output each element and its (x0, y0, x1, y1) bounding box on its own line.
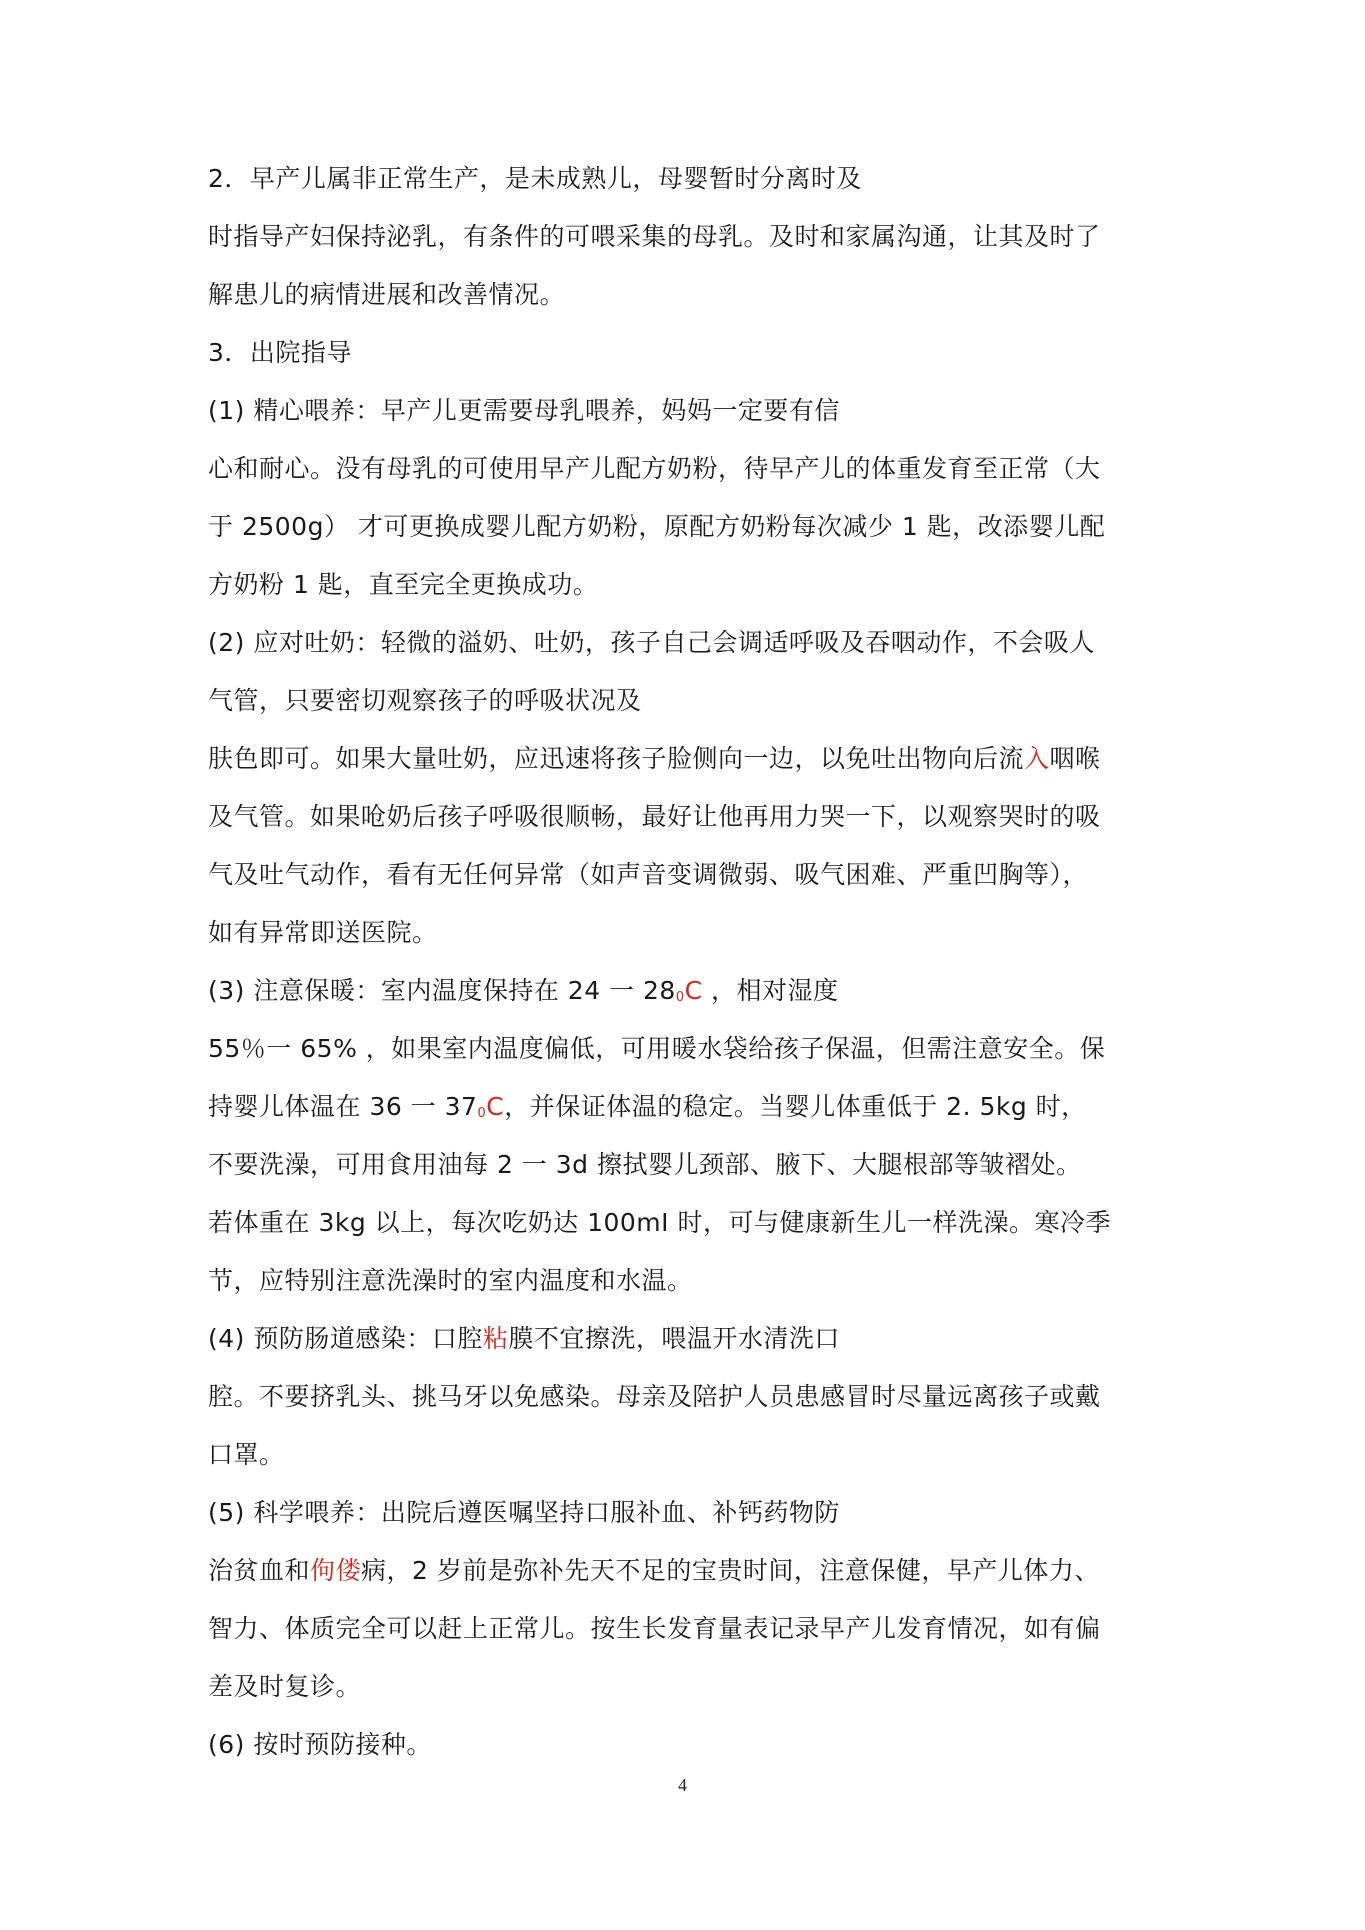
degree-mark: 0 (675, 990, 685, 1005)
text-line: 气及吐气动作，看有无任何异常（如声音变调微弱、吸气困难、严重凹胸等）， (208, 860, 1089, 889)
text-segment: 膜不宜擦洗，喂温开水清洗口 (508, 1324, 840, 1353)
highlighted-text: 佝偻 (310, 1556, 362, 1585)
text-line: 时指导产妇保持泌乳，有条件的可喂采集的母乳。及时和家属沟通，让其及时了 (208, 222, 1101, 251)
text-segment: 病，2 岁前是弥补先天不足的宝贵时间，注意保健，早产儿体力、 (361, 1556, 1100, 1585)
text-line: 及气管。如果呛奶后孩子呼吸很顺畅，最好让他再用力哭一下，以观察哭时的吸 (208, 802, 1101, 831)
text-line: 智力、体质完全可以赶上正常儿。按生长发育量表记录早产儿发育情况，如有偏 (208, 1614, 1101, 1643)
highlighted-text: 粘 (482, 1324, 509, 1353)
text-line: 解患儿的病情进展和改善情况。 (208, 280, 566, 309)
text-segment: 肤色即可。如果大量吐奶，应迅速将孩子脸侧向一边，以免吐出物向后流 (208, 744, 1025, 773)
text-line: 差及时复诊。 (208, 1672, 362, 1701)
text-segment: ，并保证体温的稳定。当婴儿体重低于 2. 5kg 时， (504, 1092, 1087, 1121)
text-segment: 治贫血和 (208, 1556, 311, 1585)
text-line: 2．早产儿属非正常生产，是未成熟儿，母婴暂时分离时及 (208, 164, 862, 193)
text-line (208, 1310, 1178, 1368)
text-line: (1) 精心喂养：早产儿更需要母乳喂养，妈妈一定要有信 (208, 396, 840, 425)
text-segment: (4) 预防肠道感染：口腔 (208, 1324, 483, 1353)
text-line: 心和耐心。没有母乳的可使用早产儿配方奶粉，待早产儿的体重发育至正常（大 (208, 454, 1101, 483)
degree-mark: 0 (477, 1106, 487, 1121)
text-line: (6) 按时预防接种。 (208, 1730, 432, 1759)
text-line (208, 730, 1178, 788)
highlighted-text: C (684, 976, 703, 1005)
document-body (208, 150, 1178, 1774)
highlighted-text: C (486, 1092, 505, 1121)
text-line: 如有异常即送医院。 (208, 918, 438, 947)
text-line (208, 962, 1178, 1020)
text-segment: ，相对湿度 (702, 976, 839, 1005)
text-line (208, 1542, 1178, 1600)
text-line: 气管，只要密切观察孩子的呼吸状况及 (208, 686, 642, 715)
text-line: 腔。不要挤乳头、挑马牙以免感染。母亲及陪护人员患感冒时尽量远离孩子或戴 (208, 1382, 1101, 1411)
text-segment: (3) 注意保暖：室内温度保持在 24 一 28 (208, 976, 676, 1005)
text-line: (5) 科学喂养：出院后遵医嘱坚持口服补血、补钙药物防 (208, 1498, 840, 1527)
text-line (208, 1078, 1178, 1136)
text-line: 若体重在 3kg 以上，每次吃奶达 100mI 时，可与健康新生儿一样洗澡。寒冷季 (208, 1208, 1111, 1237)
text-segment: 持婴儿体温在 36 一 37 (208, 1092, 478, 1121)
highlighted-text: 入 (1024, 744, 1050, 773)
section-heading: 3．出院指导 (208, 338, 352, 367)
text-line: (2) 应对吐奶：轻微的溢奶、吐奶，孩子自己会调适呼吸及吞咽动作，不会吸人 (208, 628, 1095, 657)
text-line: 55％一 65% ，如果室内温度偏低，可用暖水袋给孩子保温，但需注意安全。保 (208, 1034, 1106, 1063)
text-line: 节，应特别注意洗澡时的室内温度和水温。 (208, 1266, 693, 1295)
text-line: 方奶粉 1 匙，直至完全更换成功。 (208, 570, 599, 599)
text-segment: 咽喉 (1049, 744, 1101, 773)
text-line: 于 2500g） 才可更换成婴儿配方奶粉，原配方奶粉每次减少 1 匙，改添婴儿配 (208, 512, 1106, 541)
text-line: 不要洗澡，可用食用油每 2 一 3d 擦拭婴儿颈部、腋下、大腿根部等皱褶处。 (208, 1150, 1082, 1179)
text-line: 口罩。 (208, 1440, 285, 1469)
page-number: 4 (678, 1775, 687, 1795)
